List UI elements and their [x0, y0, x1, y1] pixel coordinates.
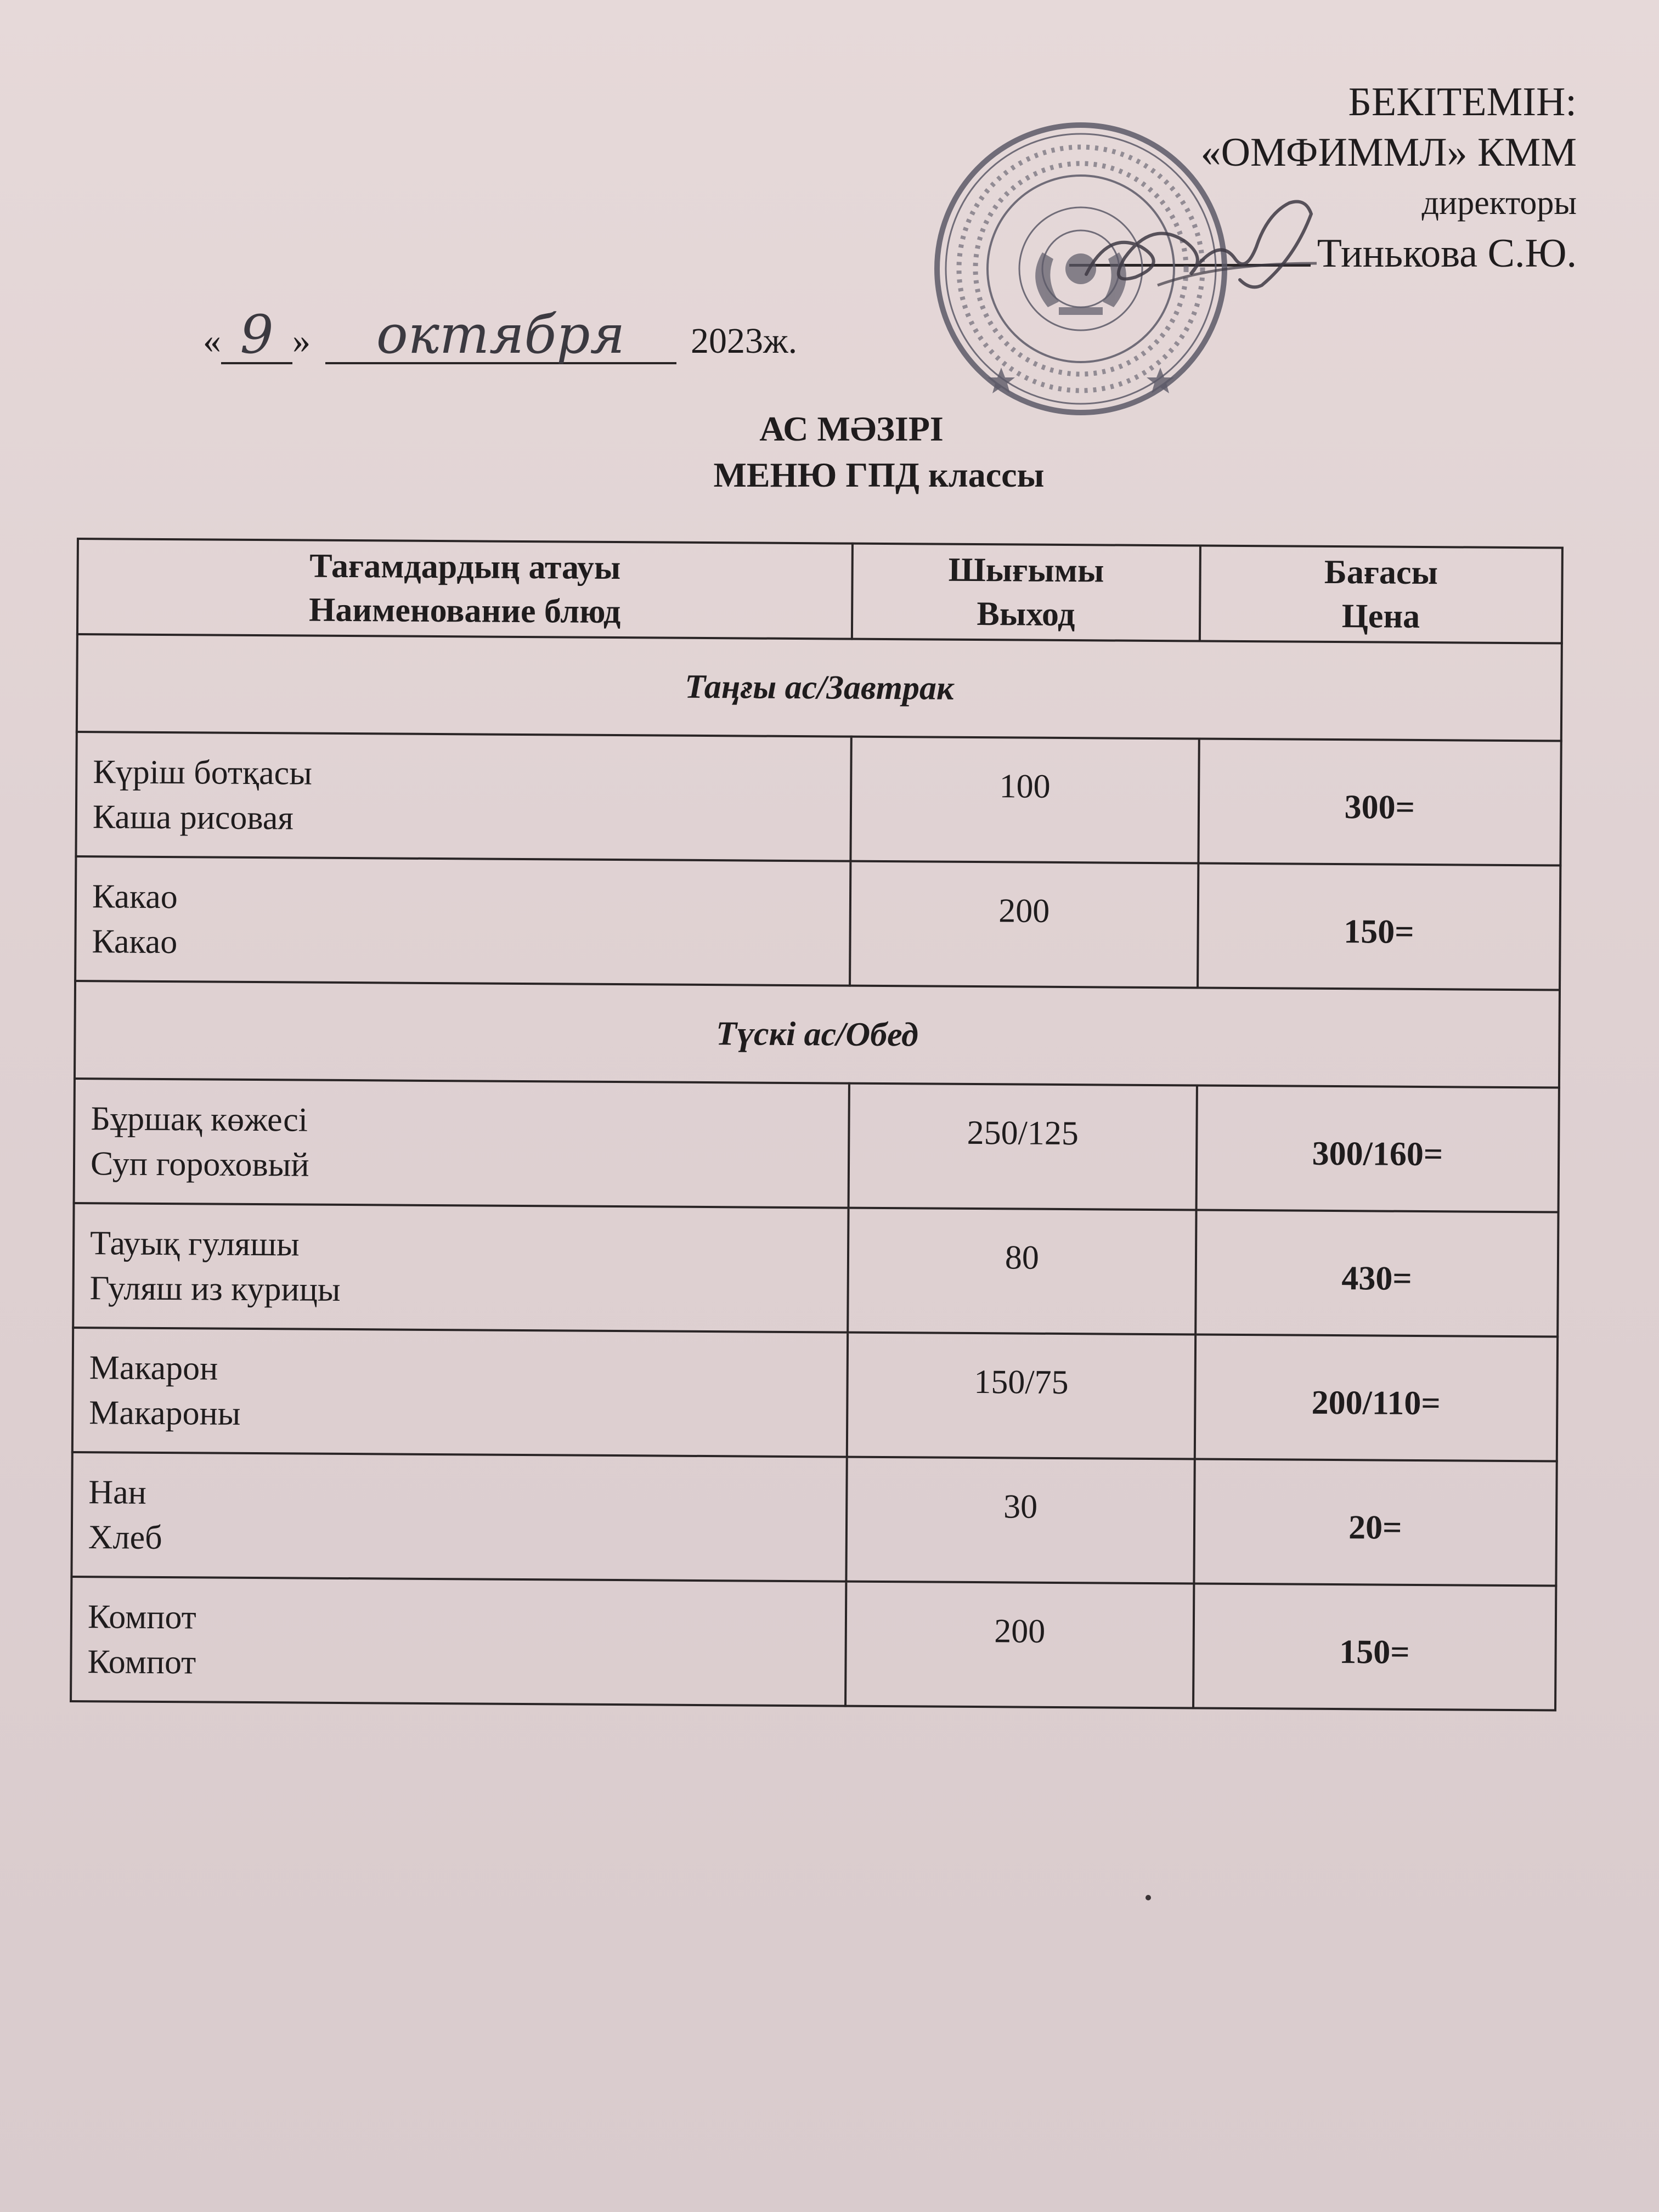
handwritten-signature: [1075, 181, 1328, 307]
paper-speck: [1146, 1895, 1151, 1900]
dish-name-cell: Нан Хлеб: [71, 1452, 847, 1582]
approval-organization: «ОМФИММЛ» КММ: [1200, 130, 1577, 175]
date-day: 9: [221, 307, 292, 364]
header-dish-name: Тағамдардың атауы Наименование блюд: [77, 539, 853, 639]
date-open-quote: «: [203, 321, 221, 361]
header-price: Бағасы Цена: [1199, 546, 1562, 644]
price-cell: 300/160=: [1196, 1085, 1559, 1212]
output-cell: 30: [847, 1457, 1195, 1584]
dish-name-cell: Макарон Макароны: [72, 1328, 848, 1457]
section-row-breakfast: [77, 634, 1562, 741]
table-row: [76, 732, 1561, 866]
dish-name-cell: Бұршақ көжесі Суп гороховый: [74, 1079, 850, 1208]
price-cell: 300=: [1198, 739, 1561, 866]
output-cell: 100: [851, 737, 1199, 864]
date-month: октября: [325, 307, 676, 364]
date-year: 2023ж.: [691, 321, 798, 361]
table-header-row: [77, 539, 1562, 644]
dish-name-cell: Какао Какао: [75, 856, 851, 986]
price-cell: 430=: [1195, 1210, 1559, 1336]
output-cell: 200: [850, 861, 1198, 988]
dish-name-cell: Компот Компот: [71, 1577, 847, 1706]
table-row: [72, 1328, 1558, 1462]
header-output: Шығымы Выход: [852, 544, 1200, 641]
dish-name-cell: Күріш ботқасы Каша рисовая: [76, 732, 851, 861]
output-cell: 200: [845, 1582, 1194, 1708]
output-cell: 80: [848, 1208, 1196, 1335]
table-row: [73, 1203, 1558, 1337]
table-row: [71, 1577, 1556, 1711]
dish-name-cell: Тауық гуляшы Гуляш из курицы: [73, 1203, 849, 1333]
section-row-lunch: [75, 981, 1560, 1088]
output-cell: 150/75: [847, 1333, 1195, 1459]
approval-name: Тинькова С.Ю.: [1317, 231, 1577, 276]
approval-position: директоры: [1421, 184, 1577, 222]
approval-heading: БЕКІТЕМІН:: [1348, 80, 1577, 125]
title-line-kz: АС МӘЗІРІ: [759, 409, 944, 448]
table-row: [71, 1452, 1556, 1586]
output-cell: 250/125: [849, 1084, 1197, 1210]
price-cell: 150=: [1198, 863, 1561, 990]
menu-table: [70, 538, 1564, 1712]
price-cell: 150=: [1193, 1583, 1556, 1710]
price-cell: 200/110=: [1194, 1334, 1558, 1461]
table-row: [74, 1079, 1559, 1212]
section-title: Таңғы ас/Завтрак: [77, 634, 1562, 741]
document-date: [203, 304, 798, 369]
section-title: Түскі ас/Обед: [75, 981, 1560, 1088]
price-cell: 20=: [1194, 1459, 1557, 1585]
date-close-quote: »: [292, 321, 311, 361]
table-row: [75, 856, 1560, 990]
menu-title: [0, 406, 1659, 498]
title-line-ru: МЕНЮ ГПД классы: [713, 455, 1045, 494]
